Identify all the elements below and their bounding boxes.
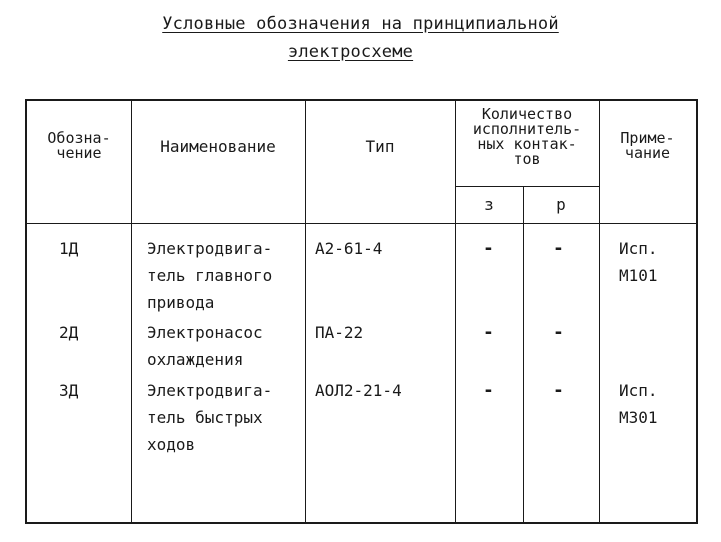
document-title-line-1: Условные обозначения на принципиальной bbox=[162, 14, 559, 34]
row2-contacts-r: - bbox=[553, 322, 564, 343]
row3-designation: 3Д bbox=[59, 381, 79, 400]
row2-designation: 2Д bbox=[59, 323, 79, 342]
column-divider bbox=[305, 101, 306, 522]
row2-name: Электронасос охлаждения bbox=[147, 323, 263, 369]
header-designation: Обозна- чение bbox=[47, 129, 111, 162]
row1-note: Исп. М101 bbox=[619, 239, 658, 285]
row1-contacts-r: - bbox=[553, 238, 564, 259]
document-title-line-2: электросхеме bbox=[287, 42, 414, 62]
header-name: Наименование bbox=[160, 137, 276, 156]
header-note: Приме- чание bbox=[620, 129, 675, 162]
row1-contacts-z: - bbox=[483, 238, 494, 259]
header-contacts-z: з bbox=[484, 195, 494, 214]
header-bottom-border bbox=[27, 223, 696, 224]
column-divider bbox=[131, 101, 132, 522]
header-contacts-r: р bbox=[556, 195, 566, 214]
row2-type: ПА-22 bbox=[315, 323, 364, 342]
row3-name: Электродвига- тель быстрых ходов bbox=[147, 381, 273, 454]
contacts-header-separator bbox=[455, 186, 599, 187]
row3-contacts-r: - bbox=[553, 380, 564, 401]
row3-type: АОЛ2-21-4 bbox=[315, 381, 402, 400]
row1-name: Электродвига- тель главного привода bbox=[147, 239, 273, 312]
row3-note: Исп. М301 bbox=[619, 381, 658, 427]
row3-contacts-z: - bbox=[483, 380, 494, 401]
subcolumn-divider bbox=[523, 224, 524, 522]
legend-table bbox=[25, 99, 698, 524]
column-divider bbox=[599, 101, 600, 522]
row2-contacts-z: - bbox=[483, 322, 494, 343]
header-type: Тип bbox=[365, 137, 395, 156]
row1-type: А2-61-4 bbox=[315, 239, 383, 258]
header-contacts: Количество исполнитель- ных контак- тов bbox=[472, 105, 582, 168]
row1-designation: 1Д bbox=[59, 239, 79, 258]
